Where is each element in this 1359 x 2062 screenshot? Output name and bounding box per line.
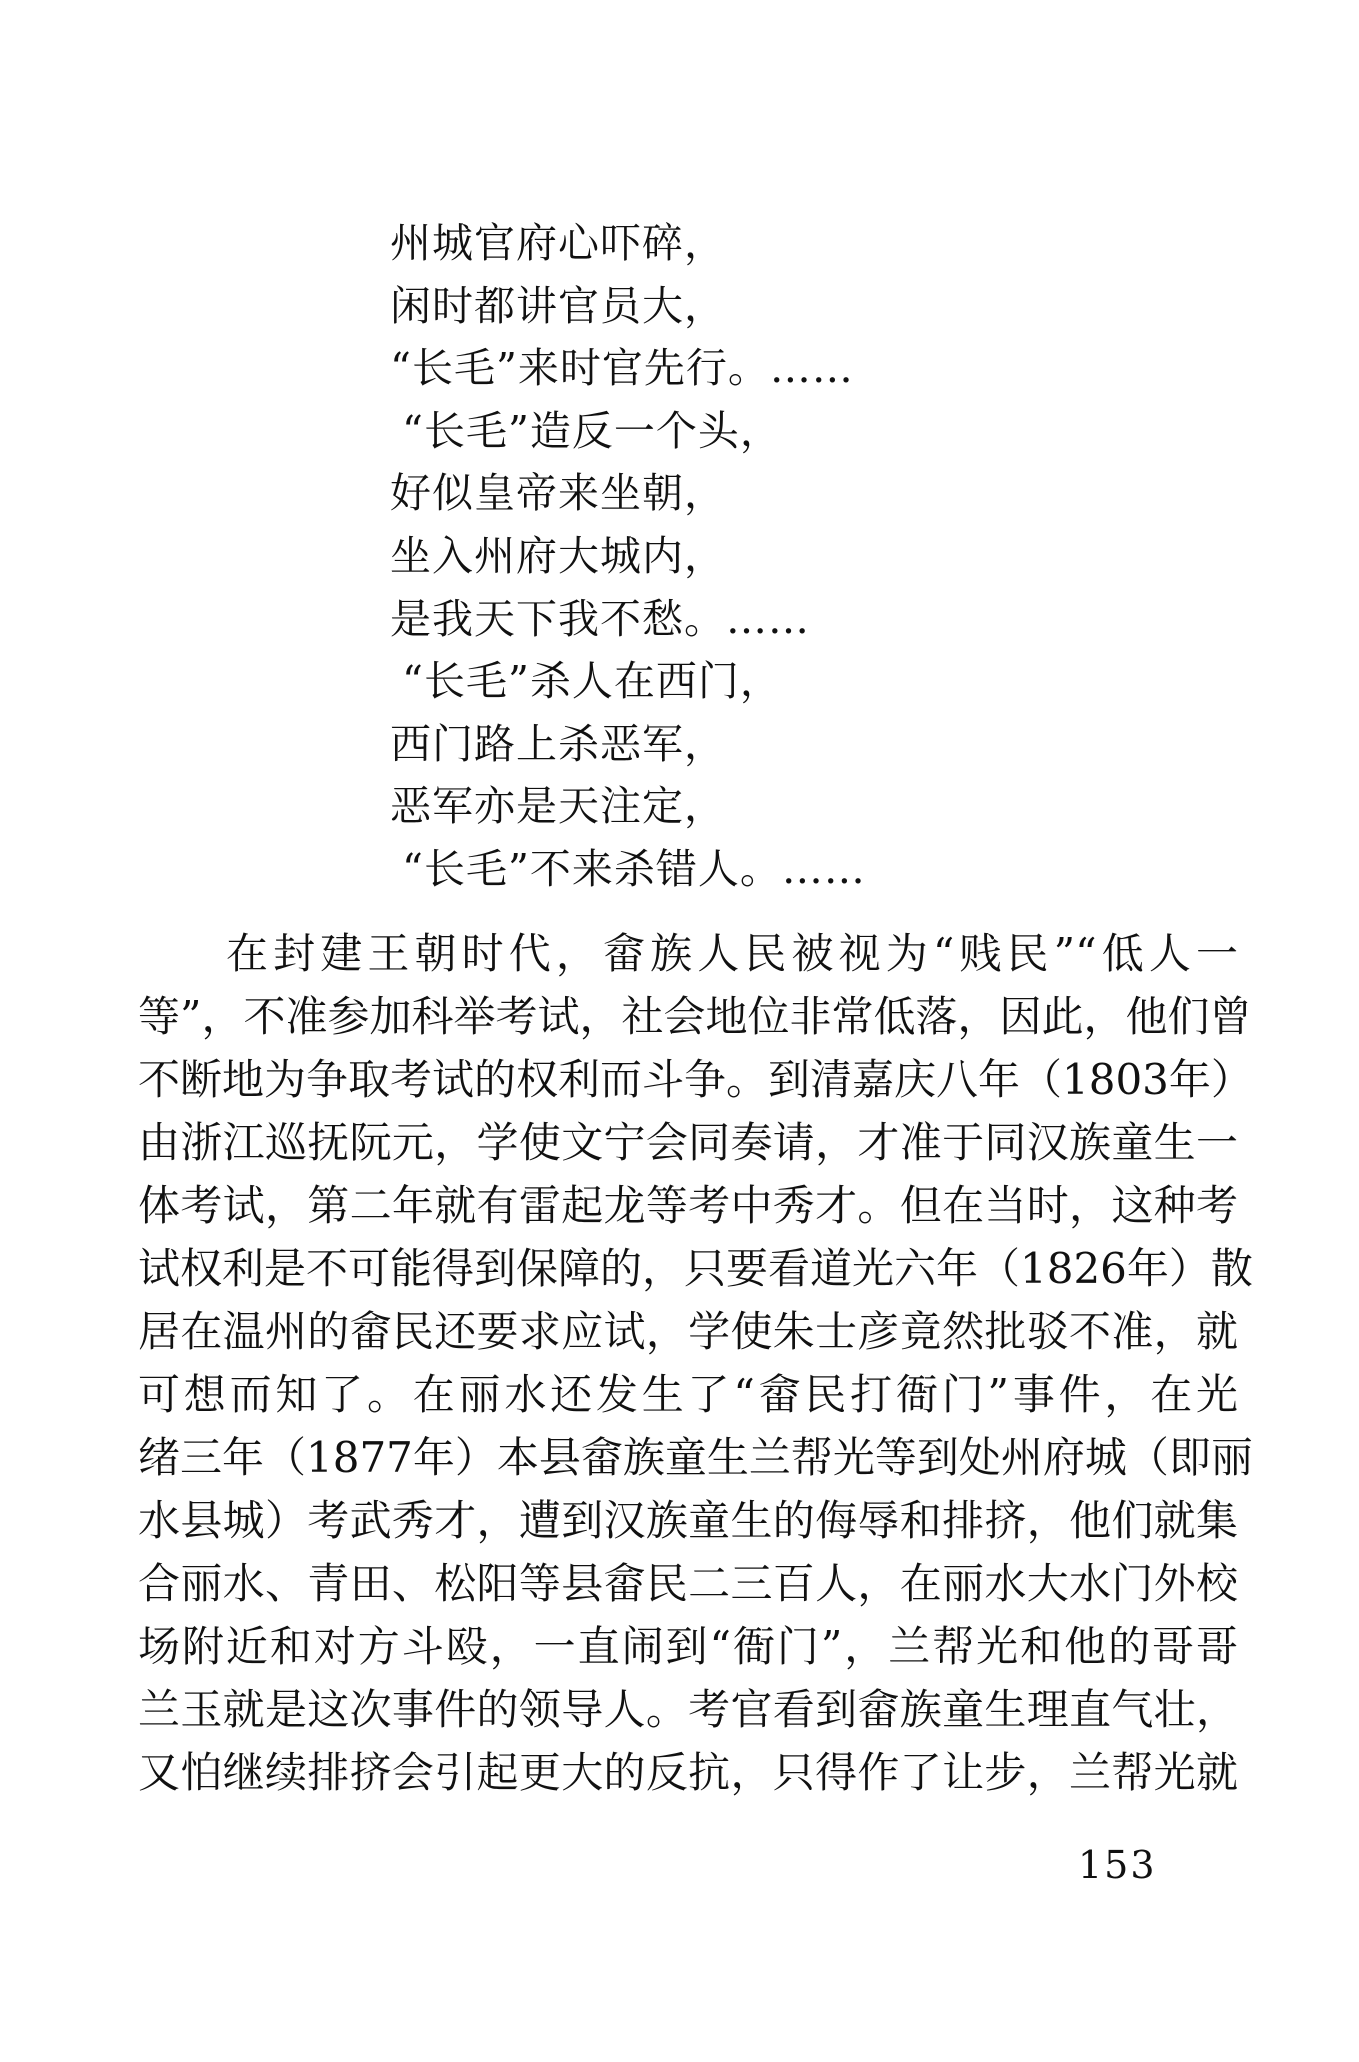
poem-line: 闲时都讲官员大， xyxy=(390,281,726,330)
prose-line: 又怕继续排挤会引起更大的反抗，只得作了让步，兰帮光就 xyxy=(138,1748,1238,1797)
prose-line: 体考试，第二年就有雷起龙等考中秀才。但在当时，这种考 xyxy=(138,1181,1238,1230)
poem-line: 恶军亦是天注定， xyxy=(390,782,726,831)
prose-line: 等”，不准参加科举考试，社会地位非常低落，因此，他们曾 xyxy=(138,992,1252,1041)
poem-line: 坐入州府大城内， xyxy=(390,531,726,580)
poem-line: “长毛”造反一个头， xyxy=(402,406,782,455)
prose-line: 由浙江巡抚阮元，学使文宁会同奏请，才准于同汉族童生一 xyxy=(138,1118,1238,1167)
prose-block xyxy=(138,922,1253,1804)
prose-line: 水县城）考武秀才，遭到汉族童生的侮辱和排挤，他们就集 xyxy=(138,1496,1238,1545)
poem-line: 西门路上杀恶军， xyxy=(390,719,726,768)
prose-line: 绪三年（1877年）本县畲族童生兰帮光等到处州府城（即丽 xyxy=(138,1433,1253,1482)
prose-line: 试权利是不可能得到保障的，只要看道光六年（1826年）散 xyxy=(138,1244,1253,1293)
prose-line: 场附近和对方斗殴，一直闹到“衙门”，兰帮光和他的哥哥 xyxy=(138,1622,1238,1671)
prose-line: 不断地为争取考试的权利而斗争。到清嘉庆八年（1803年） xyxy=(138,1055,1253,1104)
poem-line: 州城官府心吓碎， xyxy=(390,219,726,267)
poem-line: “长毛”杀人在西门， xyxy=(402,657,782,706)
poem-line: 好似皇帝来坐朝， xyxy=(390,469,726,518)
prose-line: 在封建王朝时代，畲族人民被视为“贱民”“低人一 xyxy=(226,929,1238,978)
page-number: 153 xyxy=(1078,1843,1157,1887)
poem-line: “长毛”来时官先行。…… xyxy=(390,344,854,393)
prose-line: 合丽水、青田、松阳等县畲民二三百人，在丽水大水门外校 xyxy=(138,1559,1238,1608)
prose-line: 兰玉就是这次事件的领导人。考官看到畲族童生理直气壮， xyxy=(138,1685,1238,1734)
prose-line: 可想而知了。在丽水还发生了“畲民打衙门”事件，在光 xyxy=(138,1370,1238,1419)
poem-line: “长毛”不来杀错人。…… xyxy=(402,844,866,893)
prose-line: 居在温州的畲民还要求应试，学使朱士彦竟然批驳不准，就 xyxy=(138,1307,1238,1356)
poem-line: 是我天下我不愁。…… xyxy=(390,594,810,643)
poem-block xyxy=(390,212,1090,901)
